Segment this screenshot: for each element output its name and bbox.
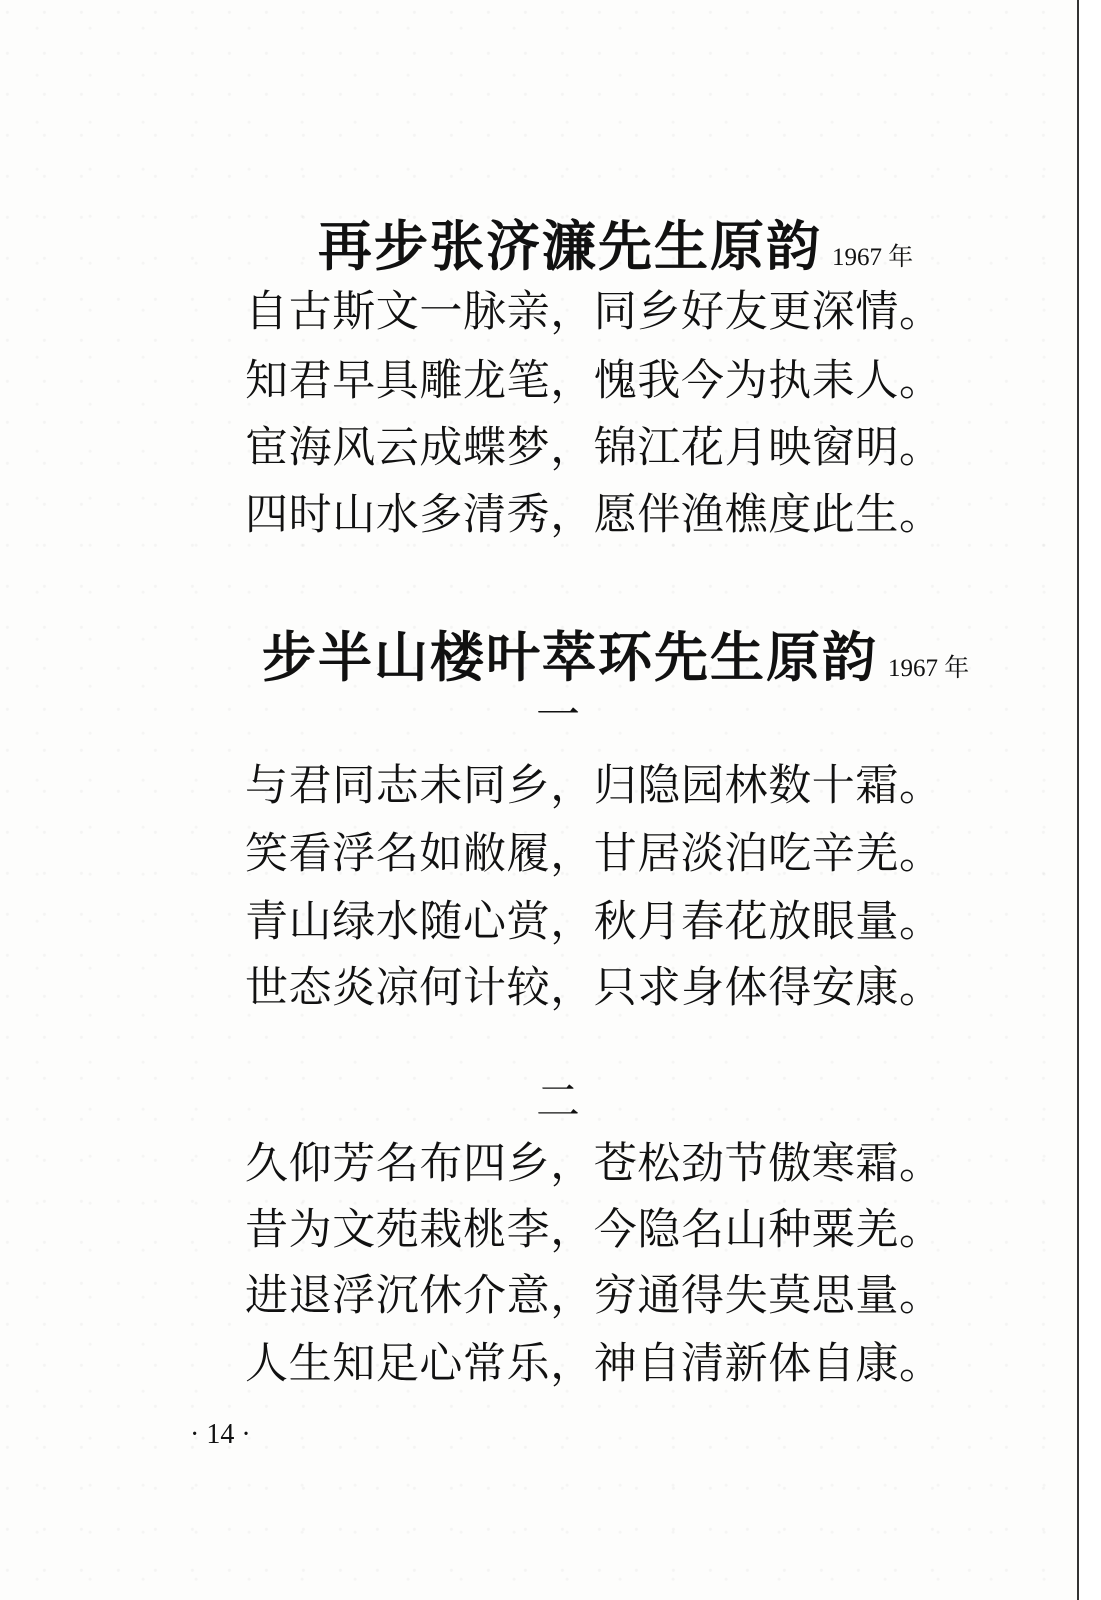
poem-2-title: 步半山楼叶萃环先生原韵 — [262, 625, 878, 689]
poem-1-title: 再步张济濂先生原韵 — [318, 214, 822, 278]
page-edge — [1077, 0, 1101, 1600]
poem-2-section-2-line-4: 人生知足心常乐，神自清新体自康。 — [245, 1339, 943, 1389]
poem-2-section-1-line-2: 笑看浮名如敝履，甘居淡泊吃辛羌。 — [245, 829, 943, 879]
poem-1-heading — [318, 204, 913, 281]
poem-2-section-2-number: 二 — [536, 1076, 580, 1127]
poem-2-section-1-line-3: 青山绿水随心赏，秋月春花放眼量。 — [245, 897, 943, 947]
poem-2-heading — [262, 615, 969, 692]
poem-2-year: 1967 年 — [888, 655, 970, 682]
poem-1-line-4: 四时山水多清秀，愿伴渔樵度此生。 — [245, 490, 943, 540]
poem-1-line-3: 宦海风云成蝶梦，锦江花月映窗明。 — [245, 423, 943, 473]
poem-1-line-2: 知君早具雕龙笔，愧我今为执耒人。 — [245, 356, 943, 406]
poem-1-line-1: 自古斯文一脉亲，同乡好友更深情。 — [245, 287, 943, 337]
page-number: · 14 · — [190, 1419, 251, 1450]
poem-2-section-1-line-1: 与君同志未同乡，归隐园林数十霜。 — [245, 761, 943, 811]
poem-2-section-2-line-3: 进退浮沉休介意，穷通得失莫思量。 — [245, 1271, 943, 1321]
poem-2-section-2-line-1: 久仰芳名布四乡，苍松劲节傲寒霜。 — [245, 1139, 943, 1189]
poem-2-section-1-line-4: 世态炎凉何计较，只求身体得安康。 — [245, 963, 943, 1013]
poem-2-section-2-line-2: 昔为文苑栽桃李，今隐名山种粟羌。 — [245, 1205, 943, 1255]
poem-1-year: 1967 年 — [832, 244, 914, 271]
poem-2-section-1-number: 一 — [536, 690, 580, 741]
